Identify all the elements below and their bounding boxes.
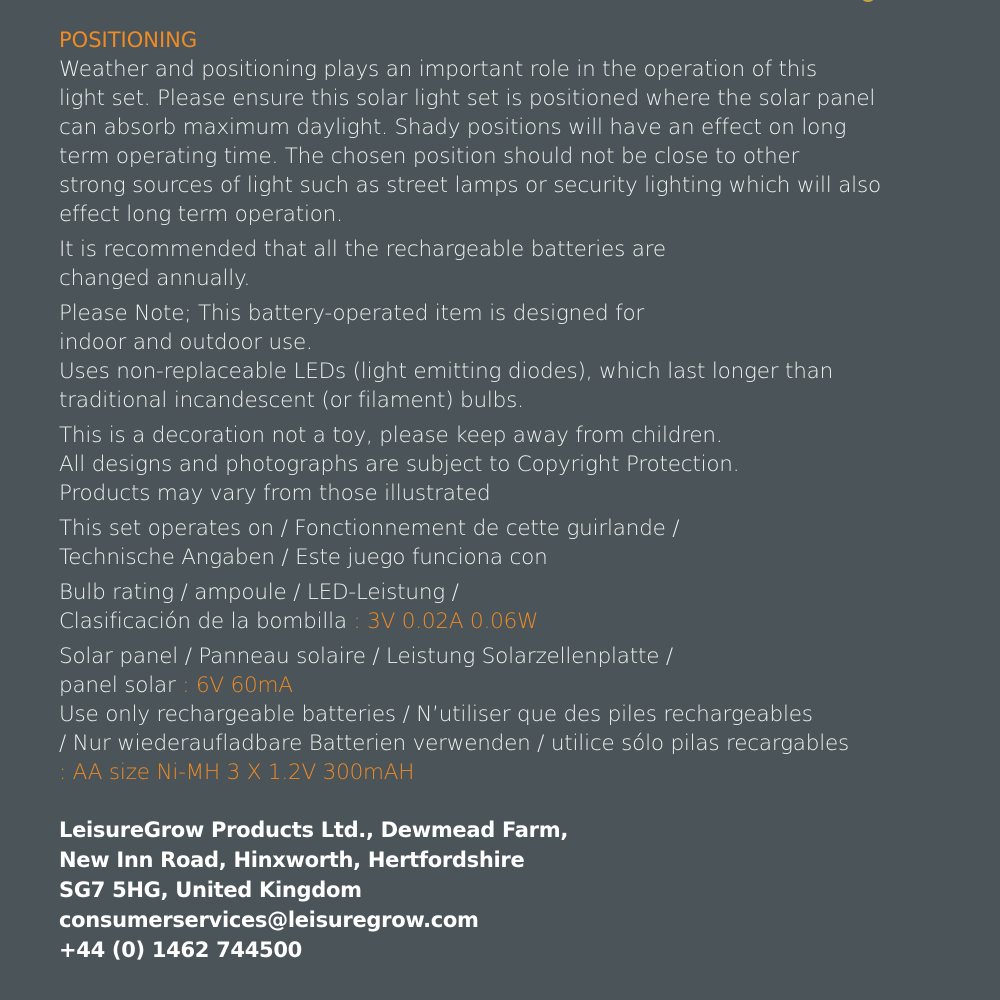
solar-panel-value: : 6V 60mA: [175, 673, 293, 698]
batteries-note-line: changed annually.: [59, 266, 251, 291]
please-note-paragraph: [59, 299, 974, 415]
email-address: consumerservices@leisuregrow.com: [59, 908, 479, 932]
address-line: New Inn Road, Hinxworth, Hertfordshire: [59, 848, 525, 872]
solar-panel-line: [59, 671, 974, 700]
solar-panel-paragraph: [59, 642, 974, 700]
operates-on-line: This set operates on / Fonctionnement de cette guirlande /: [59, 516, 680, 541]
batteries-note-paragraph: [59, 235, 974, 293]
batteries-paragraph: [59, 700, 974, 787]
address-line: SG7 5HG, United Kingdom: [59, 878, 362, 902]
bulb-rating-line: [59, 607, 974, 636]
batteries-line: Use only rechargeable batteries / N’utiliser que des piles rechargeables: [59, 702, 813, 727]
bulb-rating-value: : 3V 0.02A 0.06W: [346, 609, 539, 634]
corner-decoration: [862, 0, 874, 2]
positioning-line: can absorb maximum daylight. Shady positions will have an effect on long: [59, 115, 847, 140]
positioning-paragraph: [59, 55, 974, 229]
solar-panel-label: panel solar: [59, 673, 176, 698]
batteries-line: / Nur wiederaufladbare Batterien verwenden / utilice sólo pilas recargables: [59, 731, 850, 756]
positioning-line: effect long term operation.: [59, 202, 343, 227]
safety-line: Products may vary from those illustrated: [59, 481, 491, 506]
positioning-line: Weather and positioning plays an important role in the operation of this: [59, 57, 817, 82]
phone-number: +44 (0) 1462 744500: [59, 938, 302, 962]
positioning-line: light set. Please ensure this solar light set is positioned where the solar panel: [59, 86, 876, 111]
safety-line: All designs and photographs are subject to Copyright Protection.: [59, 452, 740, 477]
bulb-rating-line: Bulb rating / ampoule / LED-Leistung /: [59, 580, 459, 605]
batteries-note-line: It is recommended that all the rechargeable batteries are: [59, 237, 666, 262]
safety-line: This is a decoration not a toy, please keep away from children.: [59, 423, 723, 448]
operates-on-paragraph: [59, 514, 974, 572]
positioning-line: term operating time. The chosen position should not be close to other: [59, 144, 800, 169]
please-note-line: traditional incandescent (or filament) bulbs.: [59, 388, 524, 413]
positioning-line: strong sources of light such as street lamps or security lighting which will also: [59, 173, 881, 198]
batteries-value: : AA size Ni-MH 3 X 1.2V 300mAH: [59, 760, 415, 785]
bulb-rating-label: Clasificación de la bombilla: [59, 609, 347, 634]
solar-panel-line: Solar panel / Panneau solaire / Leistung Solarzellenplatte /: [59, 644, 673, 669]
please-note-line: indoor and outdoor use.: [59, 330, 313, 355]
please-note-line: Uses non-replaceable LEDs (light emitting diodes), which last longer than: [59, 359, 834, 384]
safety-paragraph: [59, 421, 974, 508]
section-heading: POSITIONING: [59, 28, 198, 52]
company-address: [59, 815, 974, 965]
bulb-rating-paragraph: [59, 578, 974, 636]
operates-on-line: Technische Angaben / Este juego funciona con: [59, 545, 548, 570]
instruction-text: [59, 26, 974, 965]
address-line: LeisureGrow Products Ltd., Dewmead Farm,: [59, 818, 568, 842]
please-note-line: Please Note; This battery-operated item is designed for: [59, 301, 645, 326]
